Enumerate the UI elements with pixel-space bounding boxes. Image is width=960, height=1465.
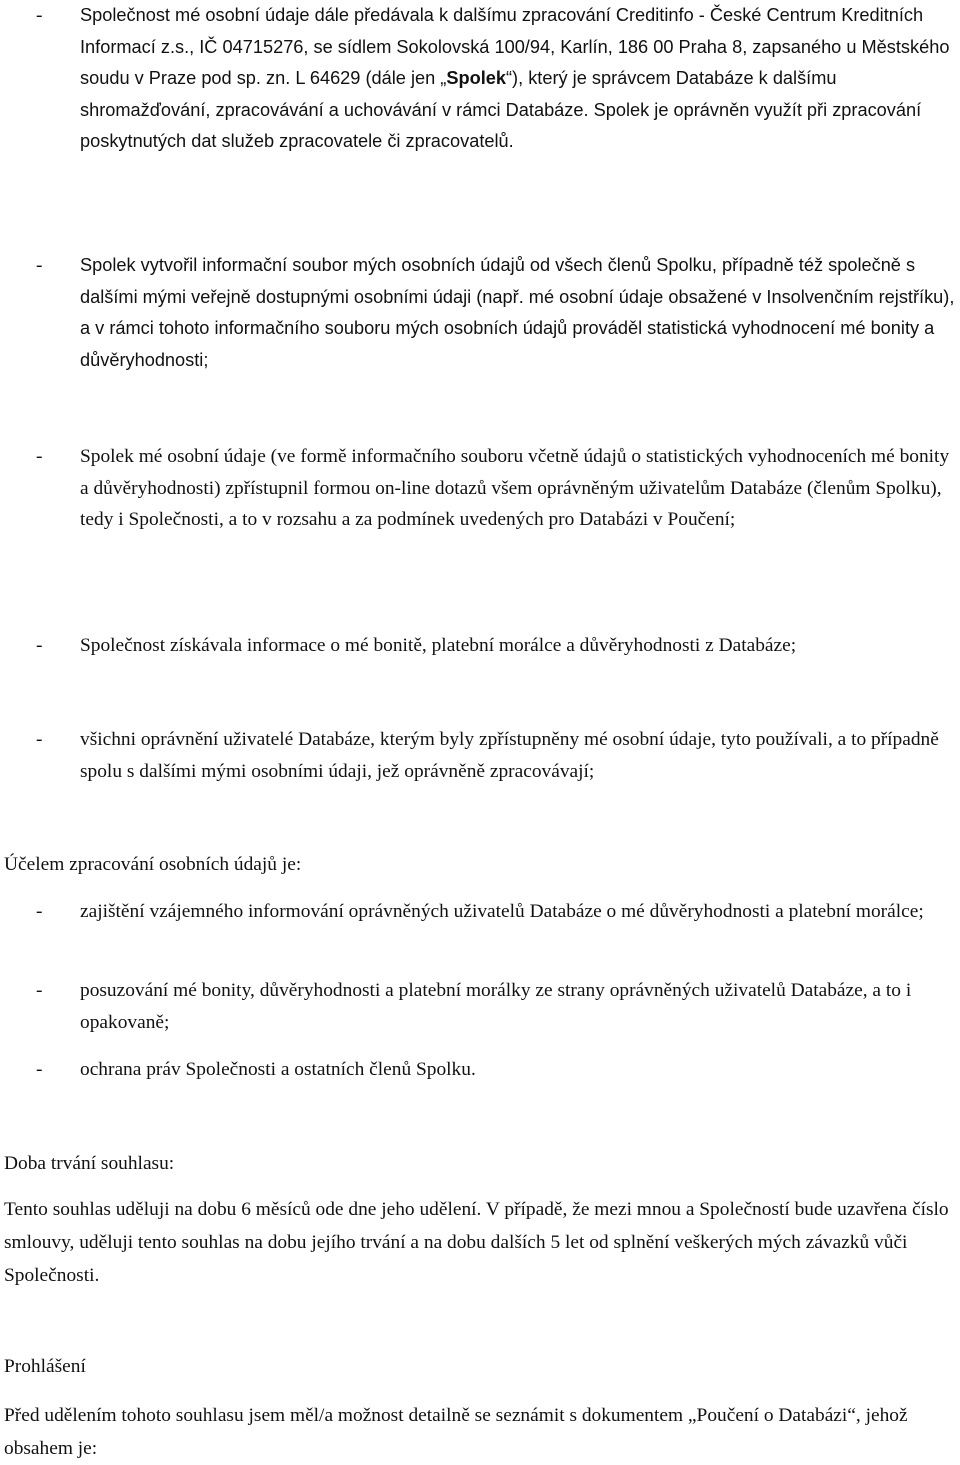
list-dash: - (36, 255, 43, 276)
spolek-bold-term: Spolek (446, 68, 506, 88)
list-item-text: posuzování mé bonity, důvěryhodnosti a platební morálky ze strany oprávněných uživatelů Databáze, a to i opakovaně; (80, 980, 912, 1033)
list-dash: - (36, 729, 43, 750)
list-item-text: ochrana práv Společnosti a ostatních členů Spolku. (80, 1059, 476, 1080)
list-dash: - (36, 5, 43, 26)
list-dash: - (36, 901, 43, 922)
list-dash: - (36, 635, 43, 656)
list-item-text: Spolek vytvořil informační soubor mých osobních údajů od všech členů Spolku, případně též společně s dalšími mými veřejně dostupnými osobními údaji (např. mé osobní údaje obsažené v Insolvenčním rejstříku), a v rámci tohoto informačního souboru mých osobních údajů prováděl statistická vyhodnocení mé bonity a důvěryhodnosti; (80, 255, 955, 370)
declaration-heading: Prohlášení (4, 1356, 86, 1377)
list-item-text: zajištění vzájemného informování oprávněných uživatelů Databáze o mé důvěryhodnosti a platební morálce; (80, 901, 924, 922)
list-dash: - (36, 980, 43, 1001)
duration-paragraph: Tento souhlas uděluji na dobu 6 měsíců ode dne jeho udělení. V případě, že mezi mnou a Společností bude uzavřena číslo smlouvy, uděluji tento souhlas na dobu jejího trvání a na dobu dalších 5 let od splnění veškerých mých závazků vůči Společnosti. (4, 1199, 949, 1286)
duration-heading: Doba trvání souhlasu: (4, 1153, 175, 1174)
list-item-text: všichni oprávnění uživatelé Databáze, kterým byly zpřístupněny mé osobní údaje, tyto používali, a to případně spolu s dalšími mými osobními údaji, jež oprávněně zpracovávají; (80, 729, 939, 782)
declaration-paragraph: Před udělením tohoto souhlasu jsem měl/a možnost detailně se seznámit s dokumentem „Poučení o Databázi“, jehož obsahem je: (4, 1405, 908, 1459)
list-dash: - (36, 1059, 43, 1080)
list-item-text-part: Společnost mé osobní údaje dále předávala k dalšímu zpracování Creditinfo - České Centrum Kreditních Informací z.s., IČ 04715276, se sídlem Sokolovská 100/94, Karlín, 186 00 Praha 8, zapsaného u Městského soudu v Praze pod sp. zn. L 64629 (dále jen „ (80, 5, 950, 88)
list-item-text: Společnost získávala informace o mé bonitě, platební morálce a důvěryhodnosti z Databáze; (80, 635, 797, 656)
list-dash: - (36, 446, 43, 467)
list-item-text: Spolek mé osobní údaje (ve formě informačního souboru včetně údajů o statistických vyhodnoceních mé bonity a důvěryhodnosti) zpřístupnil formou on-line dotazů všem oprávněným uživatelům Databáze (členům Spolku), tedy i Společnosti, a to v rozsahu a za podmínek uvedených pro Databázi v Poučení; (80, 446, 950, 530)
list-item-text (80, 0, 956, 158)
list-item-text-part: “), který je správcem Databáze k dalšímu shromažďování, zpracovávání a uchovávání v rámci Databáze. Spolek je oprávněn využít při zpracování poskytnutých dat služeb zpracovatele či zpracovatelů. (80, 68, 922, 151)
purpose-heading: Účelem zpracování osobních údajů je: (4, 854, 302, 875)
